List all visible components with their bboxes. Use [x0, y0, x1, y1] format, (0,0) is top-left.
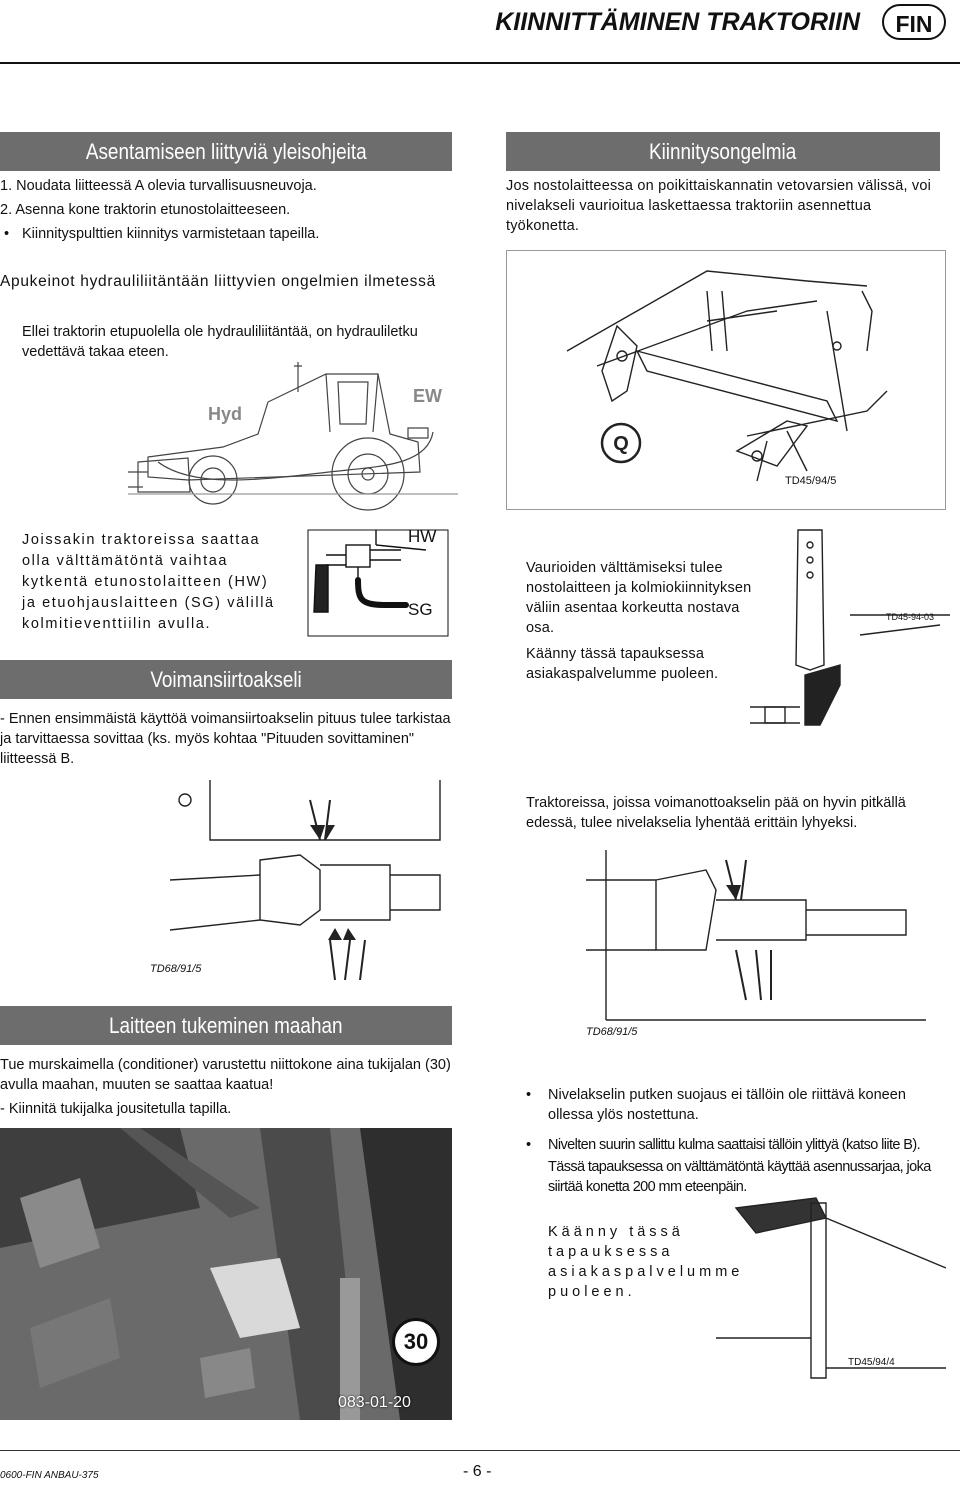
pto-shaft-illustration-right — [586, 840, 936, 1040]
footer-rule — [0, 1450, 960, 1451]
general-item-1: 1. Noudata liitteessä A olevia turvallisuusneuvoja. — [0, 178, 317, 194]
joint-text-2: Käänny tässä tapauksessa asiakaspalvelumme puoleen. — [548, 1224, 744, 1300]
kit-fig-code: TD45/94/4 — [848, 1357, 895, 1368]
linkage-fig-code: TD45/94/5 — [785, 475, 837, 487]
problems-text: Jos nostolaitteessa on poikittaiskannatin vetovarsien välissä, voi nivelakseli vaurioitua laskettaessa traktoriin asennettua työkonetta. — [506, 178, 932, 234]
hydraulic-text: Ellei traktorin etupuolella ole hydrauliliitäntää, on hydrauliletku vedettävä takaa eteen. — [22, 324, 418, 360]
mounting-kit-illustration — [716, 1188, 946, 1388]
valve-text: Joissakin traktoreissa saattaa olla välttämätöntä vaihtaa kytkentä etunostolaitteen (HW) ja etuohjauslaitteen (SG) välillä kolmitieventtiilin avulla. — [22, 532, 275, 632]
pto-text: - Ennen ensimmäistä käyttöä voimansiirtoakselin pituus tulee tarkistaa ja tarvittaessa sovittaa (ks. myös kohtaa "Pituuden sovittaminen" liitteessä B. — [0, 711, 451, 767]
support-text: Tue murskaimella (conditioner) varustettu niittokone aina tukijalan (30) avulla maahan, muuten se saattaa kaatua! — [0, 1057, 451, 1093]
damage-text — [526, 558, 770, 684]
tractor-hose-illustration — [128, 362, 458, 512]
joint-bullets — [526, 1085, 944, 1155]
footer-page-number: - 6 - — [463, 1463, 492, 1480]
label-hyd: Hyd — [208, 404, 243, 424]
height-adapter-illustration — [750, 525, 950, 745]
section-title-problems: Kiinnitysongelmia — [506, 132, 940, 171]
language-badge: FIN — [882, 4, 946, 40]
label-sg: SG — [408, 600, 433, 619]
joint-bullet-1: • Nivelakselin putken suojaus ei tällöin ole riittävä koneen ollessa ylös nostettuna. — [526, 1087, 906, 1123]
section-title-general: Asentamiseen liittyviä yleisohjeita — [0, 132, 452, 171]
damage-text-1: Vaurioiden välttämiseksi tulee nostolaitteen ja kolmiokiinnityksen väliin asentaa korkeutta nostava osa. — [526, 560, 752, 636]
photo-code: 083-01-20 — [338, 1394, 411, 1411]
section-title-pto: Voimansiirtoakseli — [0, 660, 452, 699]
label-ew: EW — [413, 386, 442, 406]
support-item: - Kiinnitä tukijalka jousitetulla tapilla. — [0, 1101, 232, 1117]
section-title-support: Laitteen tukeminen maahan — [0, 1006, 452, 1045]
damage-text-2: Käänny tässä tapauksessa asiakaspalvelumme puoleen. — [526, 646, 719, 682]
footer-doc-code: 0600-FIN ANBAU-375 — [0, 1470, 99, 1481]
label-hw: HW — [408, 527, 437, 546]
label-30: 30 — [392, 1318, 440, 1366]
hydraulic-heading: Apukeinot hydrauliliitäntään liittyvien ongelmien ilmetessä — [0, 273, 436, 290]
support-leg-photo — [0, 1128, 452, 1420]
pto-right-fig-code: TD68/91/5 — [586, 1026, 638, 1038]
three-way-valve-illustration — [306, 520, 452, 640]
pto-right-text: Traktoreissa, joissa voimanottoakselin pää on hyvin pitkällä edessä, tulee nivelakselia lyhentää erittäin lyhyeksi. — [526, 795, 906, 831]
general-item-2: 2. Asenna kone traktorin etunostolaitteeseen. — [0, 202, 291, 218]
three-point-linkage-illustration — [506, 250, 946, 510]
header-rule — [0, 62, 960, 64]
label-q: Q — [613, 433, 629, 455]
pto-left-fig-code: TD68/91/5 — [150, 963, 202, 975]
general-instructions-list — [0, 176, 452, 244]
pto-shaft-illustration-left — [150, 780, 450, 980]
page-header-title: KIINNITTÄMINEN TRAKTORIIN — [495, 8, 860, 36]
joint-text-1: Tässä tapauksessa on välttämätöntä käyttää asennussarjaa, joka siirtää konetta 200 mm eteenpäin. — [548, 1159, 931, 1195]
general-item-3: • Kiinnityspulttien kiinnitys varmistetaan tapeilla. — [4, 226, 320, 242]
joint-bullet-2: • Nivelten suurin sallittu kulma saattaisi tällöin ylittyä (katso liite B). — [526, 1137, 921, 1153]
adapter-fig-code: TD45-94-03 — [886, 612, 935, 622]
